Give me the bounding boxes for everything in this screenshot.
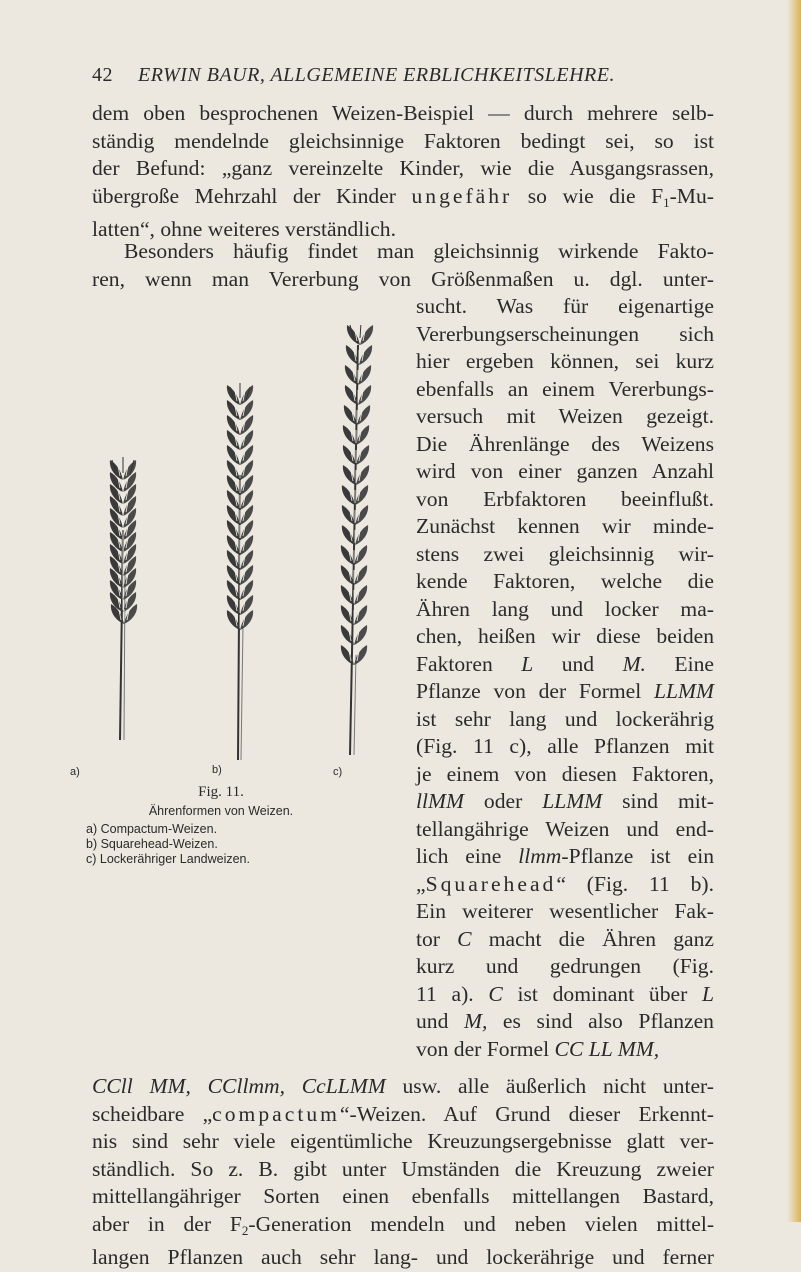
text-line: chen, heißen wir diese beiden [416, 624, 714, 648]
text-line: der Befund: „ganz vereinzelte Kinder, wie die Ausgangsrassen, [92, 156, 714, 180]
caption-item: a) Compactum-Weizen. [86, 822, 218, 836]
text-line: langen Pflanzen auch sehr lang- und lockerährige und ferner [92, 1245, 714, 1269]
figure-subtitle: Ährenformen von Weizen. [148, 804, 294, 818]
text-line: Ein weiterer wesentlicher Fak- [416, 899, 714, 923]
text-line: nis sind sehr viele eigentümliche Kreuzungsergebnisse glatt ver- [92, 1129, 714, 1153]
text-line: Faktoren L und M. Eine [416, 651, 714, 676]
text-line: Ähren lang und locker ma- [416, 596, 714, 621]
figure-label-b: b) [212, 764, 222, 776]
text-line: ständlich. So z. B. gibt unter Umständen die Kreuzung zweier [92, 1156, 714, 1181]
running-title: ERWIN BAUR, ALLGEMEINE ERBLICHKEITSLEHRE. [138, 64, 615, 86]
text-line: kurz und gedrungen (Fig. [416, 954, 714, 978]
text-line: je einem von diesen Faktoren, [416, 761, 714, 786]
text-line: hier ergeben können, sei kurz [416, 349, 714, 373]
text-line: 11 a). C ist dominant über L [416, 981, 714, 1006]
caption-item: b) Squarehead-Weizen. [86, 837, 218, 851]
caption-item: c) Lockerähriger Landweizen. [86, 852, 250, 866]
text-line: wird von einer ganzen Anzahl [416, 459, 714, 483]
text-line: tor C macht die Ähren ganz [416, 926, 714, 951]
text-line: Pflanze von der Formel LLMM [416, 679, 714, 703]
wheat-ears-illustration [88, 325, 406, 785]
running-header [92, 64, 712, 87]
text-line: scheidbare „compactum“-Weizen. Auf Grund dieser Erkennt- [92, 1101, 714, 1126]
page-edge [787, 0, 801, 1222]
text-line: Besonders häufig findet man gleichsinnig wirkende Fakto- [124, 239, 714, 263]
text-line: dem oben besprochenen Weizen-Beispiel — durch mehrere selb- [92, 101, 714, 125]
text-line: kende Faktoren, welche die [416, 569, 714, 593]
text-line: von der Formel CC LL MM, [416, 1036, 660, 1061]
wheat-ear-a [110, 457, 137, 740]
wheat-ear-b [227, 383, 253, 760]
figure-wheat-ears [70, 325, 406, 825]
text-line: sucht. Was für eigenartige [416, 294, 714, 318]
wheat-ear-c [341, 325, 373, 755]
paragraph-1 [92, 100, 714, 244]
text-line: CCll MM, CCllmm, CcLLMM usw. alle äußerlich nicht unter- [92, 1074, 714, 1098]
text-line: versuch mit Weizen gezeigt. [416, 404, 714, 428]
text-line: „Squarehead“ (Fig. 11 b). [416, 871, 714, 896]
text-line: Die Ährenlänge des Weizens [416, 431, 714, 456]
text-line: lich eine llmm-Pflanze ist ein [416, 844, 714, 868]
text-line: und M, es sind also Pflanzen [416, 1009, 714, 1033]
text-line: aber in der $F_2$-Generation mendeln und neben vielen mittel- [92, 1211, 715, 1238]
text-line: ren, wenn man Vererbung von Größenmaßen u. dgl. unter- [92, 266, 714, 291]
text-line: latten“, ohne weiteres verständlich. [92, 217, 396, 241]
text-line: von Erbfaktoren beeinflußt. [416, 486, 714, 511]
text-line: llMM oder LLMM sind mit- [416, 789, 714, 813]
page-number: 42 [92, 64, 113, 86]
text-line: (Fig. 11 c), alle Pflanzen mit [416, 734, 714, 758]
paragraph-2 [92, 238, 714, 293]
figure-label-a: a) [70, 766, 80, 778]
text-line: stens zwei gleichsinnig wir- [416, 541, 714, 566]
text-line: übergroße Mehrzahl der Kinder ungefähr so wie die $F_1-Mu-$ [92, 183, 714, 210]
text-line: Zunächst kennen wir minde- [416, 514, 714, 538]
paragraph-3 [92, 1073, 714, 1272]
paragraph-2-narrow-column [416, 293, 714, 1063]
text-line: tellangährige Weizen und end- [416, 816, 714, 841]
text-line: ständig mendelnde gleichsinnige Faktoren bedingt sei, so ist [92, 128, 714, 153]
text-line: Vererbungserscheinungen sich [416, 321, 714, 346]
figure-label-c: c) [333, 766, 343, 778]
figure-caption [86, 785, 356, 867]
text-line: mittellangähriger Sorten einen ebenfalls mittellangen Bastard, [92, 1184, 714, 1208]
text-line: ebenfalls an einem Vererbungs- [416, 376, 714, 401]
text-line: ist sehr lang und lockerährig [416, 706, 714, 731]
figure-title: Fig. 11. [198, 784, 244, 800]
